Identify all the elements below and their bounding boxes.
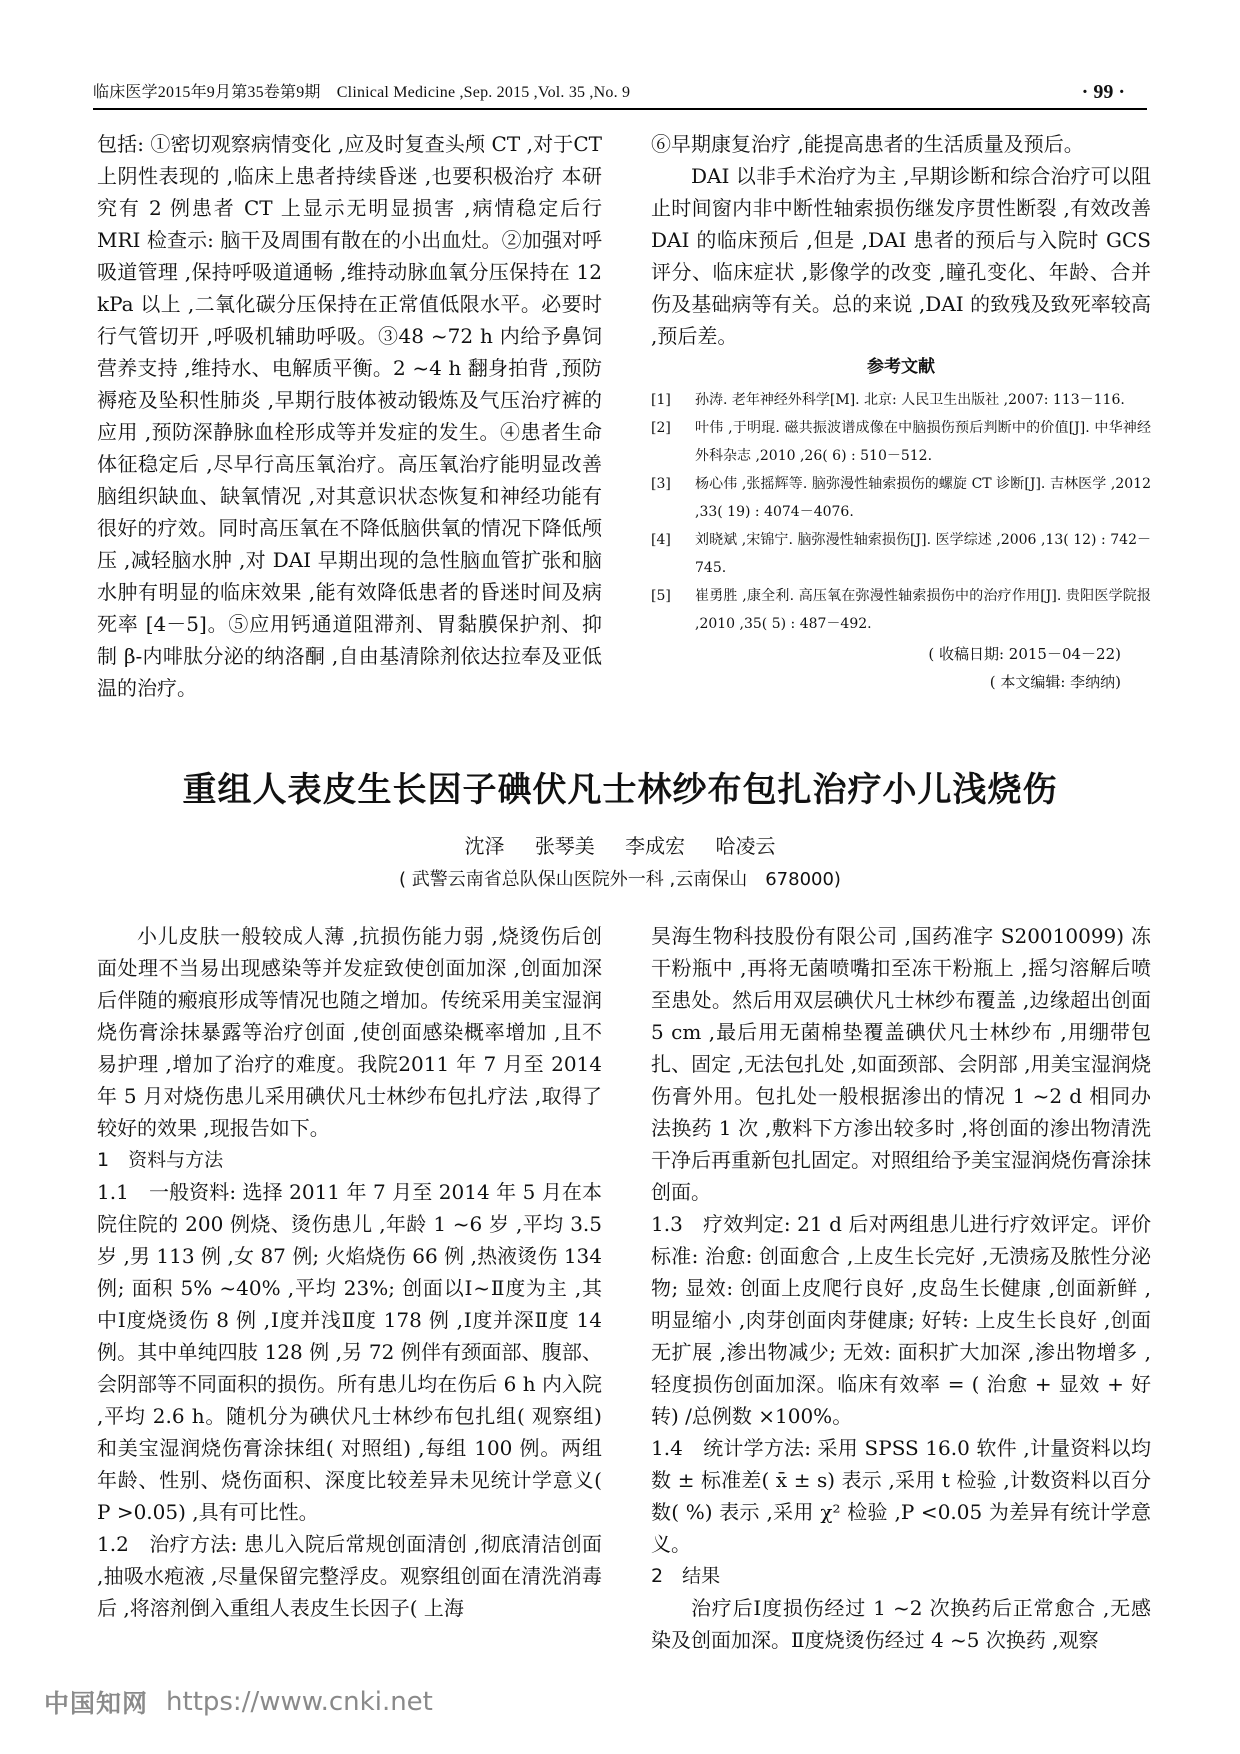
cnki-watermark — [44, 1684, 433, 1720]
reference-number: [2] — [651, 420, 671, 436]
reference-item — [651, 582, 1151, 638]
author-name: 张琴美 — [534, 834, 595, 858]
prev-item-six: ⑥早期康复治疗 ,能提高患者的生活质量及预后。 — [651, 132, 1084, 156]
efficacy-criteria-paragraph: 1.3 疗效判定: 21 d 后对两组患儿进行疗效评定。评价标准: 治愈: 创面愈合 ,上皮生长完好 ,无溃疡及脓性分泌物; 显效: 创面上皮爬行良好 ,皮岛生长健康 ,创面新鲜 ,明显缩小 ,肉芽创面肉芽健康; 好转: 上皮生长良好 ,创面无扩展 ,渗出物减少; 无效: 面积扩大加深 ,渗出物增多 ,轻度损伤创面加深。临床有效率 = ( 治愈 + 显效 + 好转) /总例数 ×100%。 — [651, 1212, 1151, 1428]
author-affiliation: ( 武警云南省总队保山医院外一科 ,云南保山 678000) — [399, 869, 841, 890]
reference-item — [651, 470, 1151, 526]
previous-article-right-column — [651, 128, 1151, 696]
treatment-continued: 昊海生物科技股份有限公司 ,国药准字 S20010099) 冻干粉瓶中 ,再将无菌喷嘴扣至冻干粉瓶上 ,摇匀溶解后喷至患处。然后用双层碘伏凡士林纱布覆盖 ,边缘超出创面 5 cm ,最后用无菌棉垫覆盖碘伏凡士林纱布 ,用绷带包扎、固定 ,无法包扎处 ,如面颈部、会阴部 ,用美宝湿润烧伤膏外用。包扎处一般根据渗出的情况 1 ~2 d 相同办法换药 1 次 ,敷料下方渗出较多时 ,将创面的渗出物清洗干净后再重新包扎固定。对照组给予美宝湿润烧伤膏涂抹创面。 — [651, 924, 1151, 1204]
author-name: 李成宏 — [625, 834, 686, 858]
author-list — [0, 830, 1240, 859]
cnki-url[interactable]: https://www.cnki.net — [166, 1687, 433, 1717]
intro-paragraph: 小儿皮肤一般较成人薄 ,抗损伤能力弱 ,烧烫伤后创面处理不当易出现感染等并发症致使创面加深 ,创面加深后伴随的瘢痕形成等情况也随之增加。传统采用美宝湿润烧伤膏涂抹暴露等治疗创面 ,使创面感染概率增加 ,且不易护理 ,增加了治疗的难度。我院2011 年 7 月至 2014 年 5 月对烧伤患儿采用碘伏凡士林纱布包扎疗法 ,取得了较好的效果 ,现报告如下。 — [97, 924, 602, 1140]
author-name: 哈凌云 — [715, 834, 776, 858]
section-heading-results: 2 结果 — [651, 1565, 721, 1587]
previous-article-left-column — [97, 128, 602, 704]
reference-text: 杨心伟 ,张摇辉等. 脑弥漫性轴索损伤的螺旋 CT 诊断[J]. 吉林医学 ,2012 ,33( 19) : 4074－4076. — [695, 476, 1151, 520]
results-paragraph: 治疗后Ⅰ度损伤经过 1 ~2 次换药后正常愈合 ,无感染及创面加深。Ⅱ度烧烫伤经过 4 ~5 次换药 ,观察 — [651, 1596, 1151, 1652]
article-left-column — [97, 920, 602, 1624]
reference-text: 刘晓斌 ,宋锦宁. 脑弥漫性轴索损伤[J]. 医学综述 ,2006 ,13( 12) : 742－745. — [695, 532, 1151, 576]
reference-number: [4] — [651, 532, 671, 548]
page-number: · 99 · — [1081, 81, 1125, 103]
prev-body-text: 包括: ①密切观察病情变化 ,应及时复查头颅 CT ,对于CT 上阴性表现的 ,临床上患者持续昏迷 ,也要积极治疗 本研究有 2 例患者 CT 上显示无明显损害 ,病情稳定后行 MRI 检查示: 脑干及周围有散在的小出血灶。②加强对呼吸道管理 ,保持呼吸道通畅 ,维持动脉血氧分压保持在 12 kPa 以上 ,二氧化碳分压保持在正常值低限水平。必要时行气管切开 ,呼吸机辅助呼吸。③48 ~72 h 内给予鼻饲营养支持 ,维持水、电解质平衡。2 ~4 h 翻身拍背 ,预防褥疮及坠积性肺炎 ,早期行肢体被动锻炼及气压治疗裤的应用 ,预防深静脉血栓形成等并发症的发生。④患者生命体征稳定后 ,尽早行高压氧治疗。高压氧治疗能明显改善脑组织缺血、缺氧情况 ,对其意识状态恢复和神经功能有很好的疗效。同时高压氧在不降低脑供氧的情况下降低颅压 ,减轻脑水肿 ,对 DAI 早期出现的急性脑血管扩张和脑水肿有明显的临床效果 ,能有效降低患者的昏迷时间及病死率 [4－5]。⑤应用钙通道阻滞剂、胃黏膜保护剂、抑制 β-内啡肽分泌的纳洛酮 ,自由基清除剂依达拉奉及亚低温的治疗。 — [97, 132, 602, 700]
general-data-paragraph: 1.1 一般资料: 选择 2011 年 7 月至 2014 年 5 月在本院住院的 200 例烧、烫伤患儿 ,年龄 1 ~6 岁 ,平均 3.5 岁 ,男 113 例 ,女 87 例; 火焰烧伤 66 例 ,热液烫伤 134 例; 面积 5% ~40% ,平均 23%; 创面以Ⅰ~Ⅱ度为主 ,其中Ⅰ度烧烫伤 8 例 ,Ⅰ度并浅Ⅱ度 178 例 ,Ⅰ度并深Ⅱ度 14 例。其中单纯四肢 128 例 ,另 72 例伴有颈面部、腹部、会阴部等不同面积的损伤。所有患儿均在伤后 6 h 内入院 ,平均 2.6 h。随机分为碘伏凡士林纱布包扎组( 观察组) 和美宝湿润烧伤膏涂抹组( 对照组) ,每组 100 例。两组年龄、性别、烧伤面积、深度比较差异未见统计学意义( P >0.05) ,具有可比性。 — [97, 1180, 602, 1524]
reference-item — [651, 386, 1151, 414]
reference-number: [3] — [651, 476, 671, 492]
received-date: ( 收稿日期: 2015－04－22) — [928, 645, 1121, 663]
cnki-logo: 中国知网 — [44, 1689, 149, 1718]
reference-number: [1] — [651, 392, 671, 408]
references-heading: 参考文献 — [867, 357, 935, 377]
prev-conclusion: DAI 以非手术治疗为主 ,早期诊断和综合治疗可以阻止时间窗内非中断性轴索损伤继发序贯性断裂 ,有效改善 DAI 的临床预后 ,但是 ,DAI 患者的预后与入院时 GCS 评分、临床症状 ,影像学的改变 ,瞳孔变化、年龄、合并伤及基础病等有关。总的来说 ,DAI 的致残及致死率较高 ,预后差。 — [651, 164, 1151, 348]
reference-text: 崔勇胜 ,康全利. 高压氧在弥漫性轴索损伤中的治疗作用[J]. 贵阳医学院报 ,2010 ,35( 5) : 487－492. — [695, 588, 1151, 632]
running-header — [93, 74, 1147, 110]
section-heading-methods: 1 资料与方法 — [97, 1149, 224, 1171]
journal-citation: 临床医学2015年9月第35卷第9期 Clinical Medicine ,Sep. 2015 ,Vol. 35 ,No. 9 — [93, 84, 631, 101]
article-right-column — [651, 920, 1151, 1656]
statistics-paragraph: 1.4 统计学方法: 采用 SPSS 16.0 软件 ,计量资料以均数 ± 标准差( x̄ ± s) 表示 ,采用 t 检验 ,计数资料以百分数( %) 表示 ,采用 χ² 检验 ,P <0.05 为差异有统计学意义。 — [651, 1436, 1151, 1556]
author-name: 沈泽 — [464, 834, 505, 858]
reference-number: [5] — [651, 588, 671, 604]
reference-item — [651, 526, 1151, 582]
editor-note: ( 本文编辑: 李纳纳) — [989, 673, 1121, 691]
treatment-paragraph: 1.2 治疗方法: 患儿入院后常规创面清创 ,彻底清洁创面 ,抽吸水疱液 ,尽量保留完整浮皮。观察组创面在清洗消毒后 ,将溶剂倒入重组人表皮生长因子( 上海 — [97, 1532, 602, 1620]
article-title: 重组人表皮生长因子碘伏凡士林纱布包扎治疗小儿浅烧伤 — [182, 770, 1058, 810]
reference-text: 孙涛. 老年神经外科学[M]. 北京: 人民卫生出版社 ,2007: 113－116. — [695, 392, 1125, 408]
reference-item — [651, 414, 1151, 470]
reference-text: 叶伟 ,于明琨. 磁共振波谱成像在中脑损伤预后判断中的价值[J]. 中华神经外科杂志 ,2010 ,26( 6) : 510－512. — [695, 420, 1151, 464]
